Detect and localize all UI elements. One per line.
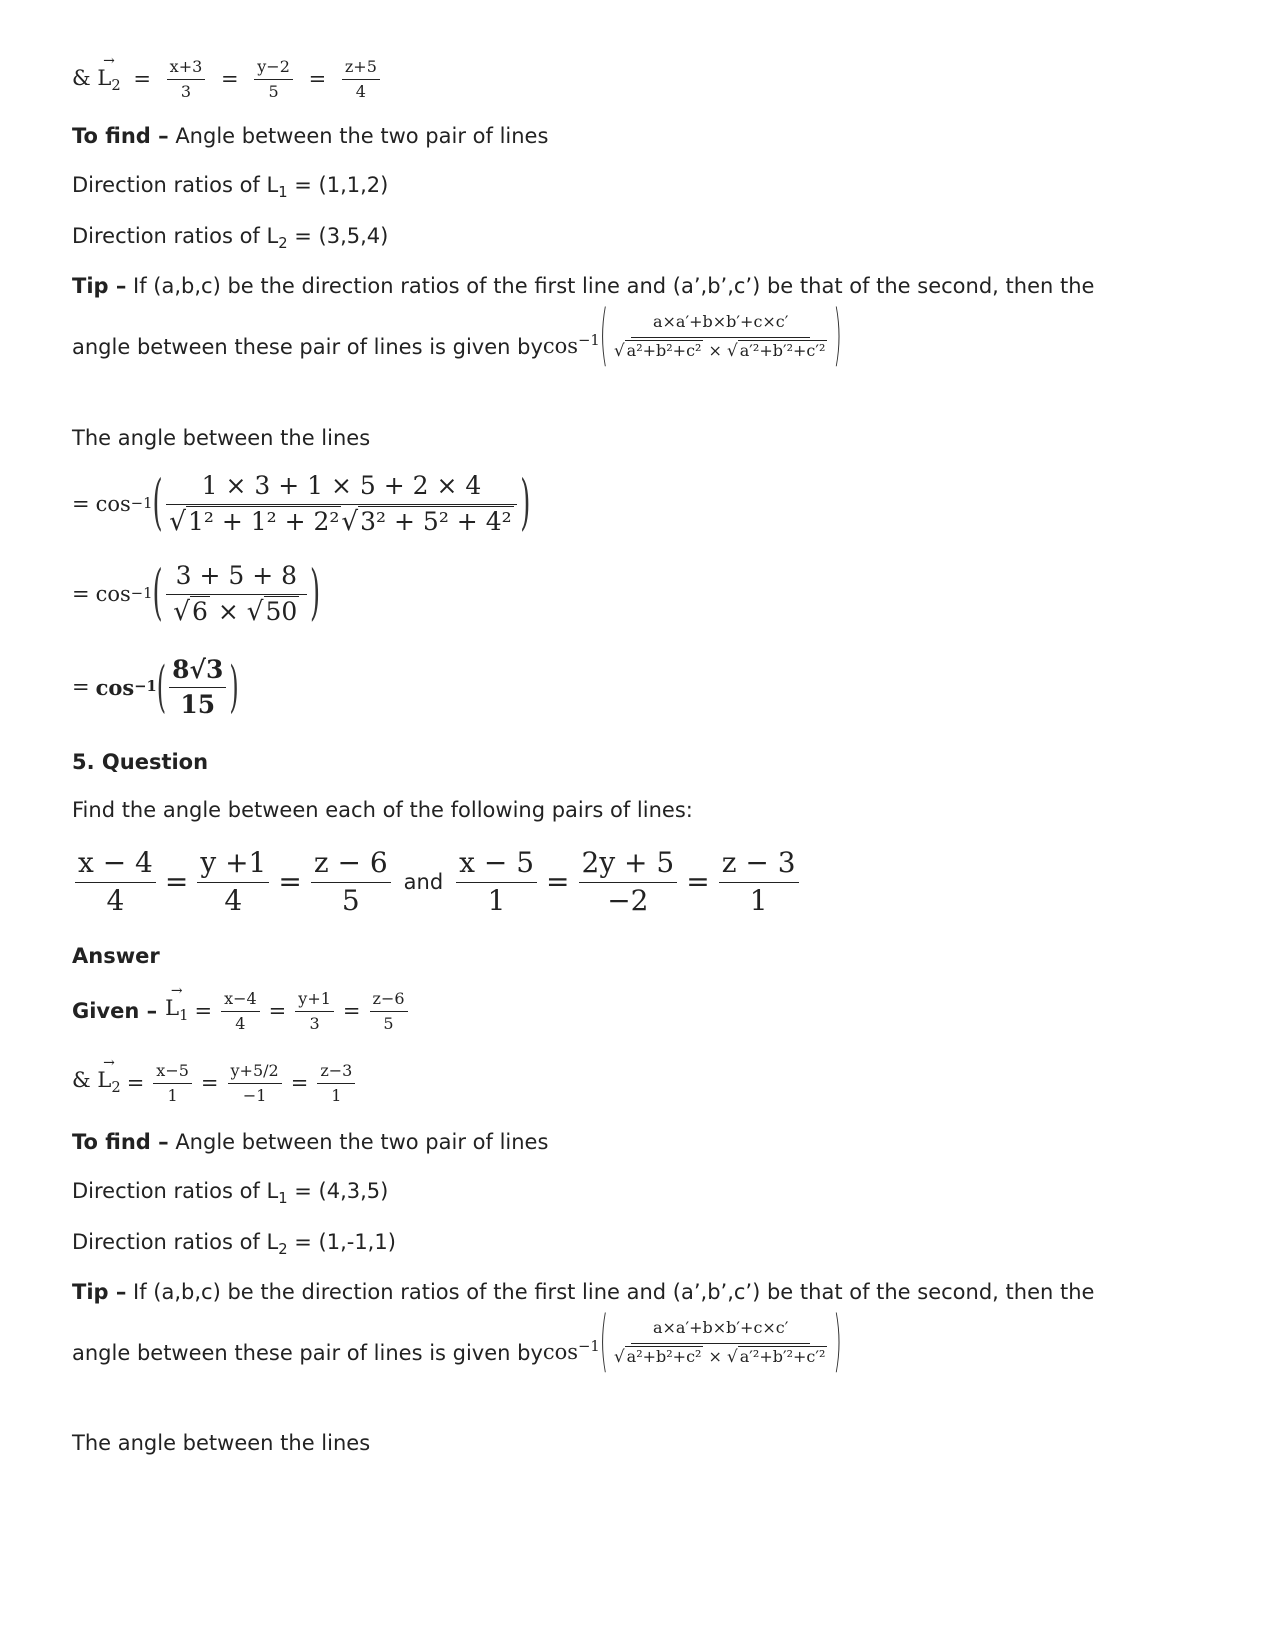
to-find-line-2: To find – Angle between the two pair of lines bbox=[72, 1130, 549, 1154]
question-5-equations: $\frac{x - 4}{4}$ = $\frac{y +1}{4}$ = $\frac{z - 6}{5}$ and $\frac{x - 5}{1}$ = $\frac{2y + 5}{-2}$ = $\frac{z - 3}{1}$ bbox=[72, 848, 802, 917]
given-l1-equation: Given – → $L_1$ = $\frac{x-4}{4}$ = $\frac{y+1}{3}$ = $\frac{z-6}{5}$ bbox=[72, 990, 411, 1032]
angle-between-heading-1: The angle between the lines bbox=[72, 426, 371, 450]
given-l2-equation: & → $L_2$ = $\frac{x-5}{1}$ = $\frac{y+5/2}{-1}$ = $\frac{z-3}{1}$ bbox=[72, 1062, 358, 1104]
l2-frac-y: $\frac{y-2}{5}$ bbox=[254, 58, 293, 100]
tip-line-1: Tip – If (a,b,c) be the direction ratios of the first line and (a’,b’,c’) be that of the second, then the bbox=[72, 274, 1095, 298]
direction-ratios-l1-q5: Direction ratios of $L_1 = (4,3,5)$ bbox=[72, 1179, 389, 1208]
question-5-heading: 5. Question bbox=[72, 750, 209, 774]
tip-formula-line-2: angle between these pair of lines is given by $\cos^{-1}$ ( $\frac{a\times a'+b\times b'+c\times c'}{\text{√ a²+b²+c² × √ a′²+b′²+c′²}}$ ) bbox=[72, 1302, 842, 1379]
step-3-expression: = cos −1 ( $\frac{8√3}{15}$ ) bbox=[72, 654, 239, 720]
step-1-expression: = cos −1 ( $\frac{1 \times 3 + 1 \times 5 + 2 \times 4}{\text{√1² + 1² + 2²√3² + 5² + 4²}}$ ) bbox=[72, 469, 531, 539]
direction-ratios-l1: Direction ratios of $L_1 = (1,1,2)$ bbox=[72, 173, 389, 202]
l2-frac-x: $\frac{x+3}{3}$ bbox=[167, 58, 206, 100]
angle-between-heading-2: The angle between the lines bbox=[72, 1431, 371, 1455]
question-5-prompt: Find the angle between each of the following pairs of lines: bbox=[72, 798, 693, 822]
tip-line-2: Tip – If (a,b,c) be the direction ratios of the first line and (a’,b’,c’) be that of the second, then the bbox=[72, 1280, 1095, 1304]
tip-formula-fraction: $\frac{a\times a'+b\times b'+c\times c'}{\text{√ a²+b²+c² × √ a′²+b′²+c′²}}$ bbox=[613, 312, 826, 360]
l2-prefix: & → $L_2$ bbox=[72, 66, 121, 90]
step-2-expression: = cos −1 ( $\frac{3 + 5 + 8}{√6 \times √50}$ ) bbox=[72, 559, 321, 629]
l2-equation: & → $L_2$ = $\frac{x+3}{3}$ = $\frac{y-2}{5}$ = $\frac{z+5}{4}$ bbox=[72, 58, 383, 100]
answer-heading: Answer bbox=[72, 944, 160, 968]
tip-formula-line-1: angle between these pair of lines is given by $\cos^{-1}$ ( $\frac{a\times a'+b\times b'+c\times c'}{\text{√ a²+b²+c² × √ a′²+b′²+c′²}}$ ) bbox=[72, 296, 842, 373]
direction-ratios-l2-q5: Direction ratios of $L_2 = (1,-1,1)$ bbox=[72, 1230, 396, 1259]
direction-ratios-l2: Direction ratios of $L_2 = (3,5,4)$ bbox=[72, 224, 389, 253]
l2-frac-z: $\frac{z+5}{4}$ bbox=[342, 58, 380, 100]
tip-formula-fraction-2: $\frac{a\times a'+b\times b'+c\times c'}{\text{√ a²+b²+c² × √ a′²+b′²+c′²}}$ bbox=[613, 1318, 826, 1366]
to-find-line-1: To find – Angle between the two pair of lines bbox=[72, 124, 549, 148]
